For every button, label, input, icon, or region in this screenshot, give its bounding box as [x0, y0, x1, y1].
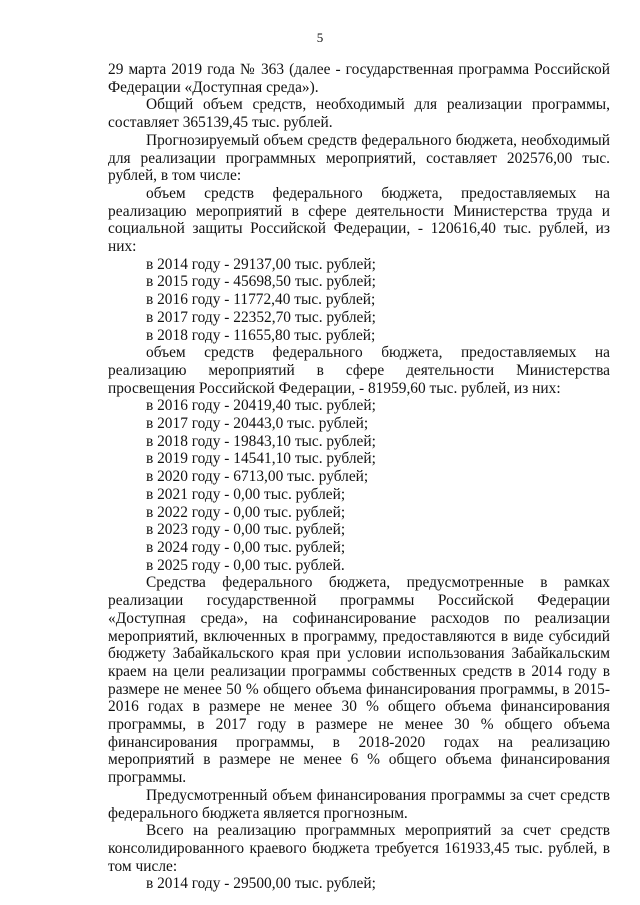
labor-ministry-year-list — [108, 256, 610, 345]
education-ministry-year-list — [108, 397, 610, 574]
list-item: в 2014 году - 29137,00 тыс. рублей; — [146, 255, 376, 273]
list-item: в 2022 году - 0,00 тыс. рублей; — [146, 503, 346, 521]
paragraph-labor-ministry: объем средств федерального бюджета, предоставляемых на реализацию мероприятий в сфере деятельности Министерства труда и социальной защиты Российской Федерации, - 120616,40 тыс. рублей, из них: — [108, 184, 610, 256]
paragraph-subsidy-conditions: Средства федерального бюджета, предусмотренные в рамках реализации государственной программы Российской Федерации «Доступная среда», на софинансирование расходов по реализации мероприятий, включенных в программу, предоставляются в виде субсидий бюджету Забайкальского края при условии использования Забайкальским краем на цели реализации программы собственных средств в 2014 году в размере не менее 50 % общего объема финансирования программы, в 2015-2016 годах в размере не менее 30 % общего объема финансирования программы, в 2017 году в размере не менее 30 % общего объема финансирования программы, в 2018-2020 годах на реализацию мероприятий в размере не менее 6 % общего объема финансирования программы. — [108, 574, 610, 787]
list-item: в 2023 году - 0,00 тыс. рублей; — [146, 521, 346, 539]
paragraph-total-volume: Общий объем средств, необходимый для реализации программы, составляет 365139,45 тыс. рублей. — [108, 96, 610, 132]
paragraph-program-reference: 29 марта 2019 года № 363 (далее - государственная программа Российской Федерации «Доступная среда»). — [108, 61, 610, 96]
paragraph-regional-budget: Всего на реализацию программных мероприятий за счет средств консолидированного краевого бюджета требуется 161933,45 тыс. рублей, в том числе: — [108, 822, 610, 875]
paragraph-federal-forecast: Прогнозируемый объем средств федерального бюджета, необходимый для реализации программных мероприятий, составляет 202576,00 тыс. рублей, в том числе: — [108, 131, 610, 185]
list-item: в 2018 году - 19843,10 тыс. рублей; — [146, 432, 376, 450]
document-body — [108, 61, 610, 893]
list-item: в 2016 году - 11772,40 тыс. рублей; — [146, 291, 376, 309]
list-item: в 2019 году - 14541,10 тыс. рублей; — [146, 450, 376, 468]
list-item: в 2021 году - 0,00 тыс. рублей; — [146, 485, 346, 503]
regional-budget-year-list — [108, 875, 610, 893]
page-number: 5 — [316, 30, 324, 45]
list-item: в 2024 году - 0,00 тыс. рублей; — [146, 538, 346, 556]
list-item: в 2017 году - 22352,70 тыс. рублей; — [146, 308, 376, 326]
list-item: в 2017 году - 20443,0 тыс. рублей; — [146, 415, 369, 433]
list-item: в 2018 году - 11655,80 тыс. рублей; — [146, 326, 376, 344]
list-item: в 2015 году - 45698,50 тыс. рублей; — [146, 273, 376, 291]
list-item: в 2025 году - 0,00 тыс. рублей. — [146, 556, 345, 574]
list-item: в 2014 году - 29500,00 тыс. рублей; — [146, 875, 376, 893]
list-item: в 2020 году - 6713,00 тыс. рублей; — [146, 468, 369, 486]
paragraph-forecast-note: Предусмотренный объем финансирования программы за счет средств федерального бюджета является прогнозным. — [108, 786, 610, 822]
paragraph-education-ministry: объем средств федерального бюджета, предоставляемых на реализацию мероприятий в сфере деятельности Министерства просвещения Российской Федерации, - 81959,60 тыс. рублей, из них: — [108, 344, 610, 397]
list-item: в 2016 году - 20419,40 тыс. рублей; — [146, 397, 376, 415]
